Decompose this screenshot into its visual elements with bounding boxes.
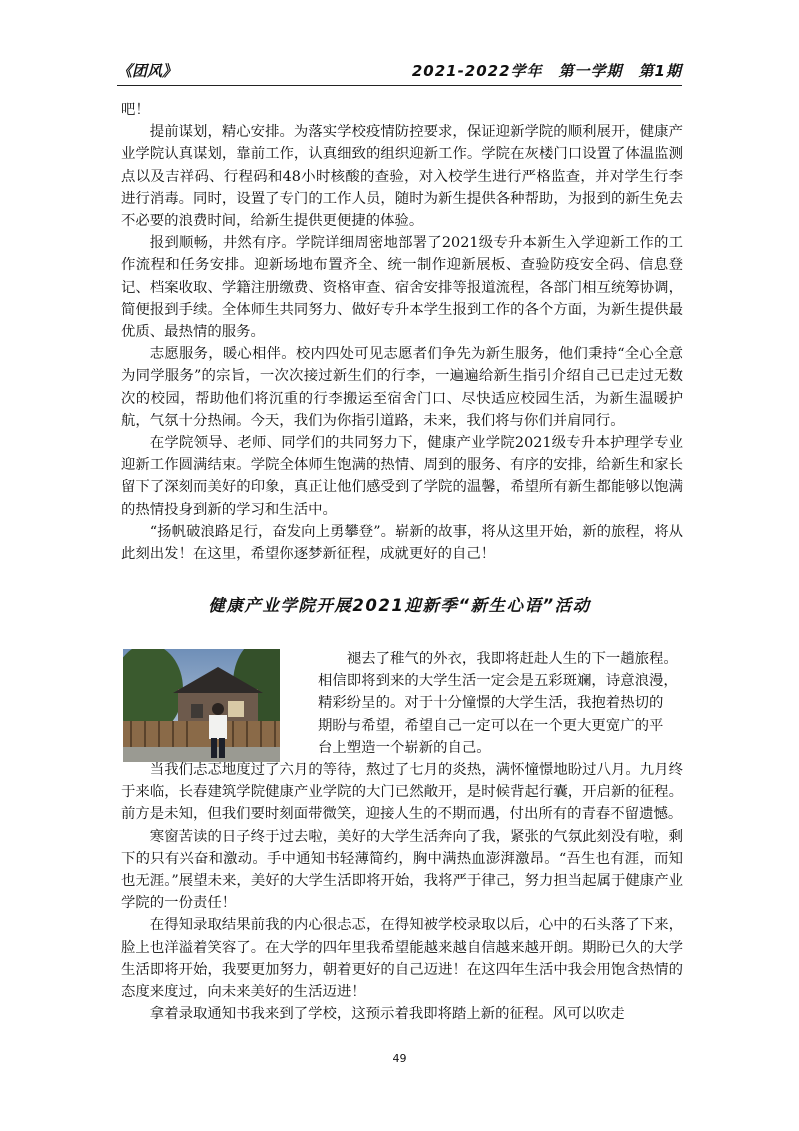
article-title: 健康产业学院开展2021迎新季“新生心语”活动: [208, 596, 591, 615]
paragraph: 提前谋划，精心安排。为落实学校疫情防控要求，保证迎新学院的顺利展开，健康产业学院认真谋划，靠前工作，认真细致的组织迎新工作。学院在灰楼门口设置了体温监测点以及吉祥码、行程码和48小时核酸的查验，对入校学生进行严格监查，并对学生行李进行消毒。同时，设置了专门的工作人员，随时为新生提供各种帮助，为报到的新生免去不必要的浪费时间，给新生提供更便捷的体验。: [121, 124, 683, 230]
paragraph: 拿着录取通知书我来到了学校，这预示着我即将踏上新的征程。风可以吹走: [149, 1006, 625, 1023]
paragraph: 期盼与希望，希望自己一定可以在一个更大更宽广的平: [318, 717, 664, 734]
header-rule: [117, 85, 682, 86]
paragraph: 当我们忐忑地度过了六月的等待，熬过了七月的炎热，满怀憧憬地盼过八月。九月终于来临，长春建筑学院健康产业学院的大门已然敞开，是时候背起行囊，开启新的征程。前方是未知，但我们要时刻面带微笑，迎接人生的不期而遇，付出所有的青春不留遗憾。: [121, 762, 683, 823]
paragraph: 志愿服务，暖心相伴。校内四处可见志愿者们争先为新生服务，他们秉持“全心全意为同学服务”的宗旨，一次次接过新生们的行李，一遍遍给新生指引介绍自己已走过无数次的校园，帮助他们将沉重的行李搬运至宿舍门口、尽快适应校园生活，为新生温暖护航，气氛十分热闹。今天，我们为你指引道路，未来，我们将与你们并肩同行。: [121, 346, 683, 429]
student-photo: [123, 649, 280, 762]
paragraph: 吧！: [121, 102, 150, 118]
paragraph: 相信即将到来的大学生活一定会是五彩斑斓，诗意浪漫，: [318, 673, 678, 690]
paragraph: 寒窗苦读的日子终于过去啦，美好的大学生活奔向了我，紧张的气氛此刻没有啦，剩下的只有兴奋和激动。手中通知书轻薄简约，胸中满热血澎湃激昂。“吾生也有涯，而知也无涯。”展望未来，美好的大学生活即将开始，我将严于律己，努力担当起属于健康产业学院的一份责任！: [121, 828, 683, 912]
paragraph: 褪去了稚气的外衣，我即将赶赴人生的下一趟旅程。: [346, 651, 678, 667]
paragraph: 报到顺畅，井然有序。学院详细周密地部署了2021级专升本新生入学迎新工作的工作流程和任务安排。迎新场地布置齐全、统一制作迎新展板、查验防疫安全码、信息登记、档案收取、学籍注册缴费、资格审查、宿舍安排等报道流程，各部门相互统筹协调，简便报到手续。全体师生共同努力、做好专升本学生报到工作的各个方面，为新生提供最优质、最热情的服务。: [121, 235, 683, 341]
paragraph: 在学院领导、老师、同学们的共同努力下，健康产业学院2021级专升本护理学专业迎新工作圆满结束。学院全体师生饱满的热情、周到的服务、有序的安排，给新生和家长留下了深刻而美好的印象，真正让他们感受到了学院的温馨，希望所有新生都能够以饱满的热情投身到新的学习和生活中。: [121, 435, 683, 518]
journal-name: 《团风》: [117, 62, 178, 80]
page-number: 49: [392, 1052, 407, 1065]
page-header: [117, 58, 682, 82]
issue-info: 2021-2022学年 第一学期 第1期: [411, 62, 682, 80]
article-continuation: [121, 99, 683, 565]
paragraph: 台上塑造一个崭新的自己。: [318, 739, 491, 756]
article-body: [121, 759, 683, 1025]
paragraph: 精彩纷呈的。对于十分憧憬的大学生活，我抱着热切的: [318, 695, 664, 712]
photo-side-text: [318, 648, 683, 759]
paragraph: “扬帆破浪路足行，奋发向上勇攀登”。崭新的故事，将从这里开始，新的旅程，将从此刻出发！在这里，希望你逐梦新征程，成就更好的自己！: [121, 523, 683, 563]
paragraph: 在得知录取结果前我的内心很忐忑，在得知被学校录取以后，心中的石头落了下来，脸上也洋溢着笑容了。在大学的四年里我希望能越来越自信越来越开朗。期盼已久的大学生活即将开始，我要更加努力，朝着更好的自己迈进！在这四年生活中我会用饱含热情的态度来度过，向未来美好的生活迈进！: [121, 917, 683, 1001]
